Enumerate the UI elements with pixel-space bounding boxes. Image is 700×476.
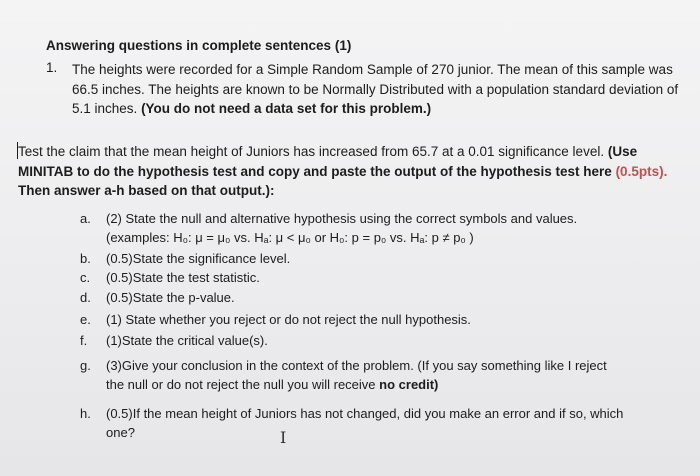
item-line-2: one? xyxy=(106,425,135,440)
item-text: (1) State whether you reject or do not reject the null hypothesis. xyxy=(106,312,471,327)
claim-paragraph[interactable] xyxy=(18,142,690,201)
item-letter: e. xyxy=(80,312,91,327)
item-letter: a. xyxy=(80,211,91,226)
item-letter: f. xyxy=(80,333,88,348)
item-letter: c. xyxy=(80,270,91,285)
item-text xyxy=(106,356,666,394)
claim-text: Test the claim that the mean height of Juniors has increased from 65.7 at a 0.01 significance level. xyxy=(18,144,605,159)
mouse-ibeam-cursor-icon: I xyxy=(280,428,287,447)
item-line-1: (0.5)If the mean height of Juniors has not changed, did you make an error and if so, which xyxy=(106,406,624,421)
item-line-1: (2) State the null and alternative hypothesis using the correct symbols and values. xyxy=(106,211,578,226)
claim-followup: Then answer a-h based on that output.): xyxy=(18,183,275,198)
item-text xyxy=(106,404,666,442)
item-text: (1)State the critical value(s). xyxy=(106,333,268,348)
question-number: 1. xyxy=(46,60,58,75)
item-letter: b. xyxy=(80,251,91,266)
claim-points: (0.5pts). xyxy=(615,163,668,179)
claim-instruction: (Use MINITAB to do the hypothesis test and copy and paste the output of the hypothesis test here xyxy=(18,144,638,179)
item-line-1: (3)Give your conclusion in the context of the problem. (If you say something like I reject xyxy=(106,358,607,373)
question-body: The heights were recorded for a Simple Random Sample of 270 junior. The mean of this sample was 66.5 inches. The heights are known to be Normally Distributed with a population standard deviation of 5.1 inches. xyxy=(72,62,679,116)
section-heading: Answering questions in complete sentences (1) xyxy=(46,38,352,53)
item-text: (0.5)State the significance level. xyxy=(106,251,291,266)
item-line-2: the null or do not reject the null you will receive xyxy=(106,377,380,392)
item-line-2: (examples: H₀: μ = μ₀ vs. Hₐ: μ < μ₀ or H₀: p = p₀ vs. Hₐ: p ≠ p₀ ) xyxy=(106,230,474,245)
item-text xyxy=(106,209,666,247)
item-letter: h. xyxy=(80,406,91,421)
item-text: (0.5)State the p-value. xyxy=(106,290,235,305)
question-text xyxy=(72,60,682,119)
item-letter: g. xyxy=(80,358,91,373)
item-letter: d. xyxy=(80,290,91,305)
item-text: (0.5)State the test statistic. xyxy=(106,270,260,285)
item-line-2-bold: no credit) xyxy=(379,377,439,392)
question-note: (You do not need a data set for this problem.) xyxy=(141,101,432,116)
